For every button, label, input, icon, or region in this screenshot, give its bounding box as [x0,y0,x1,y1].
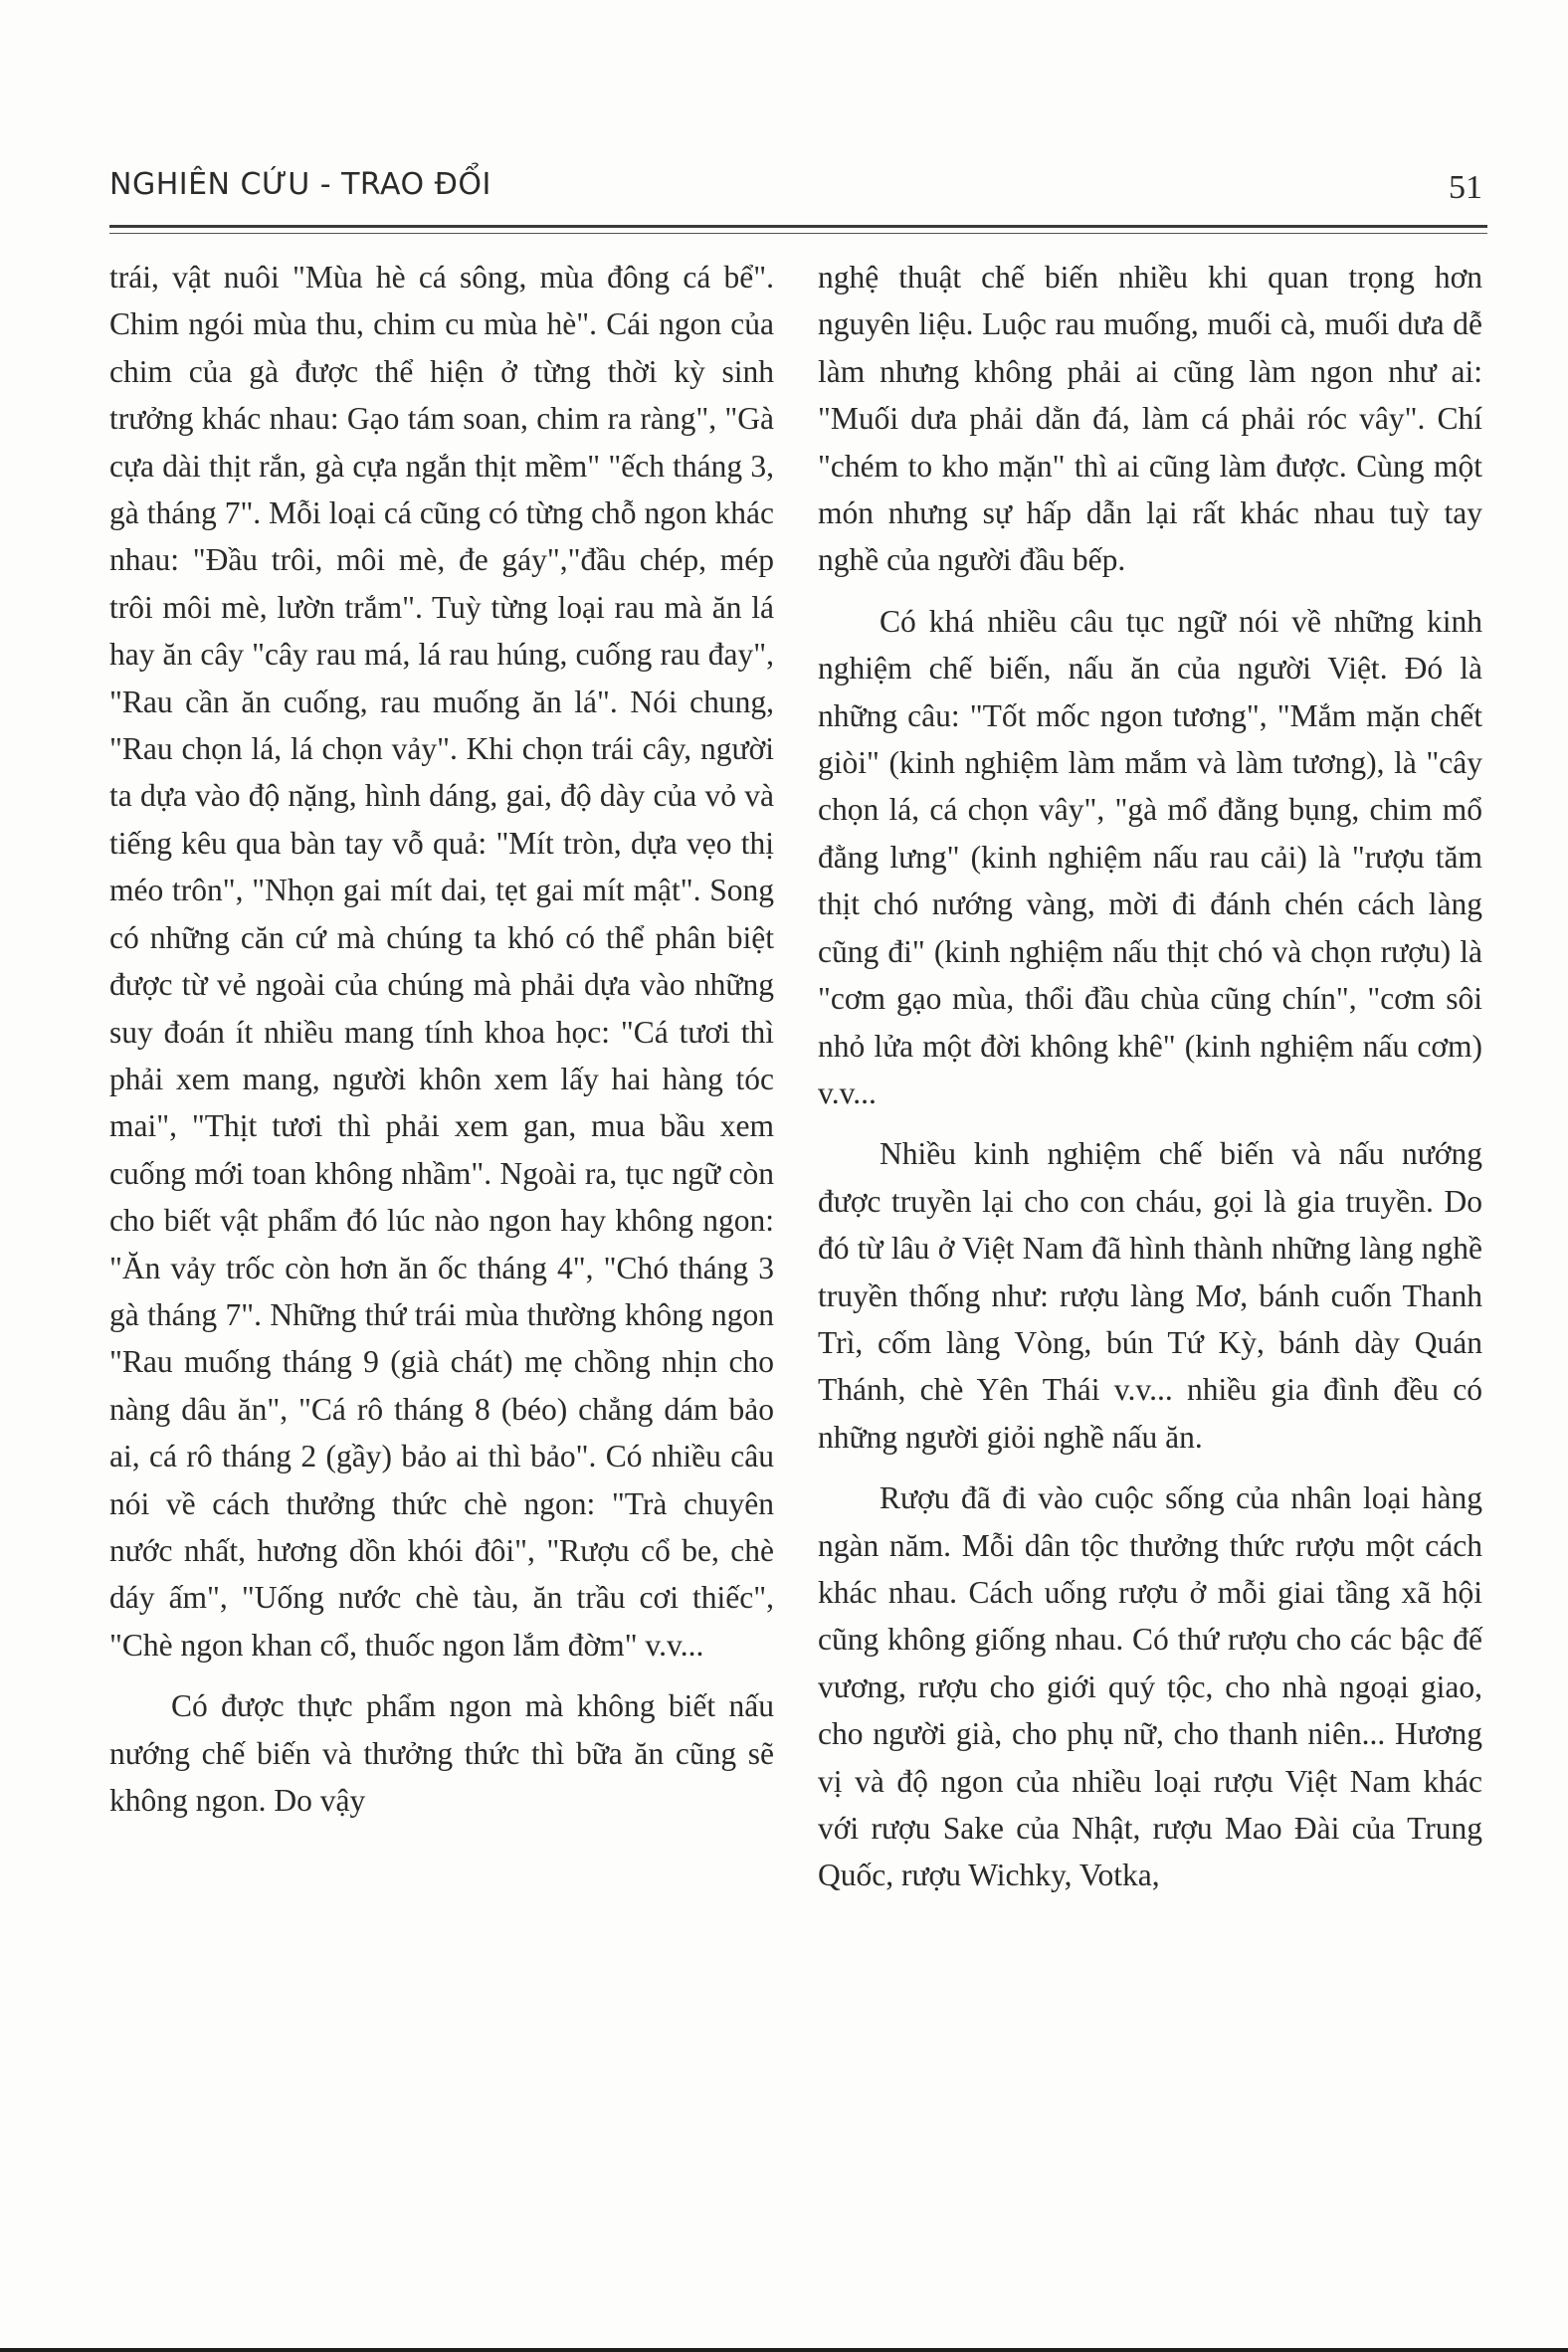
right-column [818,254,1482,1899]
paragraph: Có được thực phẩm ngon mà không biết nấu nướng chế biến và thưởng thức thì bữa ăn cũng sẽ không ngon. Do vậy [109,1688,774,1818]
page-number: 51 [1449,169,1482,206]
header-rule [109,225,1487,228]
paragraph: nghệ thuật chế biến nhiều khi quan trọng hơn nguyên liệu. Luộc rau muống, muối cà, muối dưa dễ làm nhưng không phải ai cũng làm ngon như ai: "Muối dưa phải dằn đá, làm cá phải róc vây". Chí "chém to kho mặn" thì ai cũng làm được. Cùng một món nhưng sự hấp dẫn lại rất khác nhau tuỳ tay nghề của người đầu bếp. [818,260,1482,578]
paragraph: trái, vật nuôi "Mùa hè cá sông, mùa đông cá bể". Chim ngói mùa thu, chim cu mùa hè". Cái ngon của chim của gà được thể hiện ở từng thời kỳ sinh trưởng khác nhau: Gạo tám soan, chim ra ràng", "Gà cựa dài thịt rắn, gà cựa ngắn thịt mềm" "ếch tháng 3, gà tháng 7". Mỗi loại cá cũng có từng chỗ ngon khác nhau: "Đầu trôi, môi mè, đe gáy","đầu chép, mép trôi môi mè, lườn trắm". Tuỳ từng loại rau mà ăn lá hay ăn cây "cây rau má, lá rau húng, cuống rau đay", "Rau cần ăn cuống, rau muống ăn lá". Nói chung, "Rau chọn lá, lá chọn vảy". Khi chọn trái cây, người ta dựa vào độ nặng, hình dáng, gai, độ dày của vỏ và tiếng kêu qua bàn tay vỗ quả: "Mít tròn, dựa vẹo thị méo trôn", "Nhọn gai mít dai, tẹt gai mít mật". Song có những căn cứ mà chúng ta khó có thể phân biệt được từ vẻ ngoài của chúng mà phải dựa vào những suy đoán ít nhiều mang tính khoa học: "Cá tươi thì phải xem mang, người khôn xem lấy hai hàng tóc mai", "Thịt tươi thì phải xem gan, mua bầu xem cuống mới toan không nhầm". Ngoài ra, tục ngữ còn cho biết vật phẩm đó lúc nào ngon hay không ngon: "Ăn vảy trốc còn hơn ăn ốc tháng 4", "Chó tháng 3 gà tháng 7". Những thứ trái mùa thường không ngon "Rau muống tháng 9 (già chát) mẹ chồng nhịn cho nàng dâu ăn", "Cá rô tháng 8 (béo) chẳng dám bảo ai, cá rô tháng 2 (gầy) bảo ai thì bảo". Có nhiều câu nói về cách thưởng thức chè ngon: "Trà chuyên nước nhất, hương dồn khói đôi", "Rượu cổ be, chè dáy ấm", "Uống nước chè tàu, ăn trầu cơi thiếc", "Chè ngon khan cổ, thuốc ngon lắm đờm" v.v... [109,260,774,1663]
scan-edge [0,2348,1568,2352]
running-header: NGHIÊN CỨU - TRAO ĐỔI [109,167,491,202]
paragraph: Rượu đã đi vào cuộc sống của nhân loại hàng ngàn năm. Mỗi dân tộc thưởng thức rượu một cách khác nhau. Cách uống rượu ở mỗi giai tầng xã hội cũng không giống nhau. Có thứ rượu cho các bậc đế vương, rượu cho giới quý tộc, cho nhà ngoại giao, cho người già, cho phụ nữ, cho thanh niên... Hương vị và độ ngon của nhiều loại rượu Việt Nam khác với rượu Sake của Nhật, rượu Mao Đài của Trung Quốc, rượu Wichky, Votka, [818,1480,1482,1893]
left-column [109,254,774,1824]
paragraph: Nhiều kinh nghiệm chế biến và nấu nướng được truyền lại cho con cháu, gọi là gia truyền. Do đó từ lâu ở Việt Nam đã hình thành những làng nghề truyền thống như: rượu làng Mơ, bánh cuốn Thanh Trì, cốm làng Vòng, bún Tứ Kỳ, bánh dày Quán Thánh, chè Yên Thái v.v... nhiều gia đình đều có những người giỏi nghề nấu ăn. [818,1136,1482,1455]
header-rule-thin [109,233,1487,234]
paragraph: Có khá nhiều câu tục ngữ nói về những kinh nghiệm chế biến, nấu ăn của người Việt. Đó là những câu: "Tốt mốc ngon tương", "Mắm mặn chết giòi" (kinh nghiệm làm mắm và làm tương), là "cây chọn lá, cá chọn vây", "gà mổ đằng bụng, chim mổ đằng lưng" (kinh nghiệm nấu rau cải) là "rượu tăm thịt chó nướng vàng, mời đi đánh chén cách làng cũng đi" (kinh nghiệm nấu thịt chó và chọn rượu) là "cơm gạo mùa, thổi đầu chùa cũng chín", "cơm sôi nhỏ lửa một đời không khê" (kinh nghiệm nấu cơm) v.v... [818,603,1482,1110]
